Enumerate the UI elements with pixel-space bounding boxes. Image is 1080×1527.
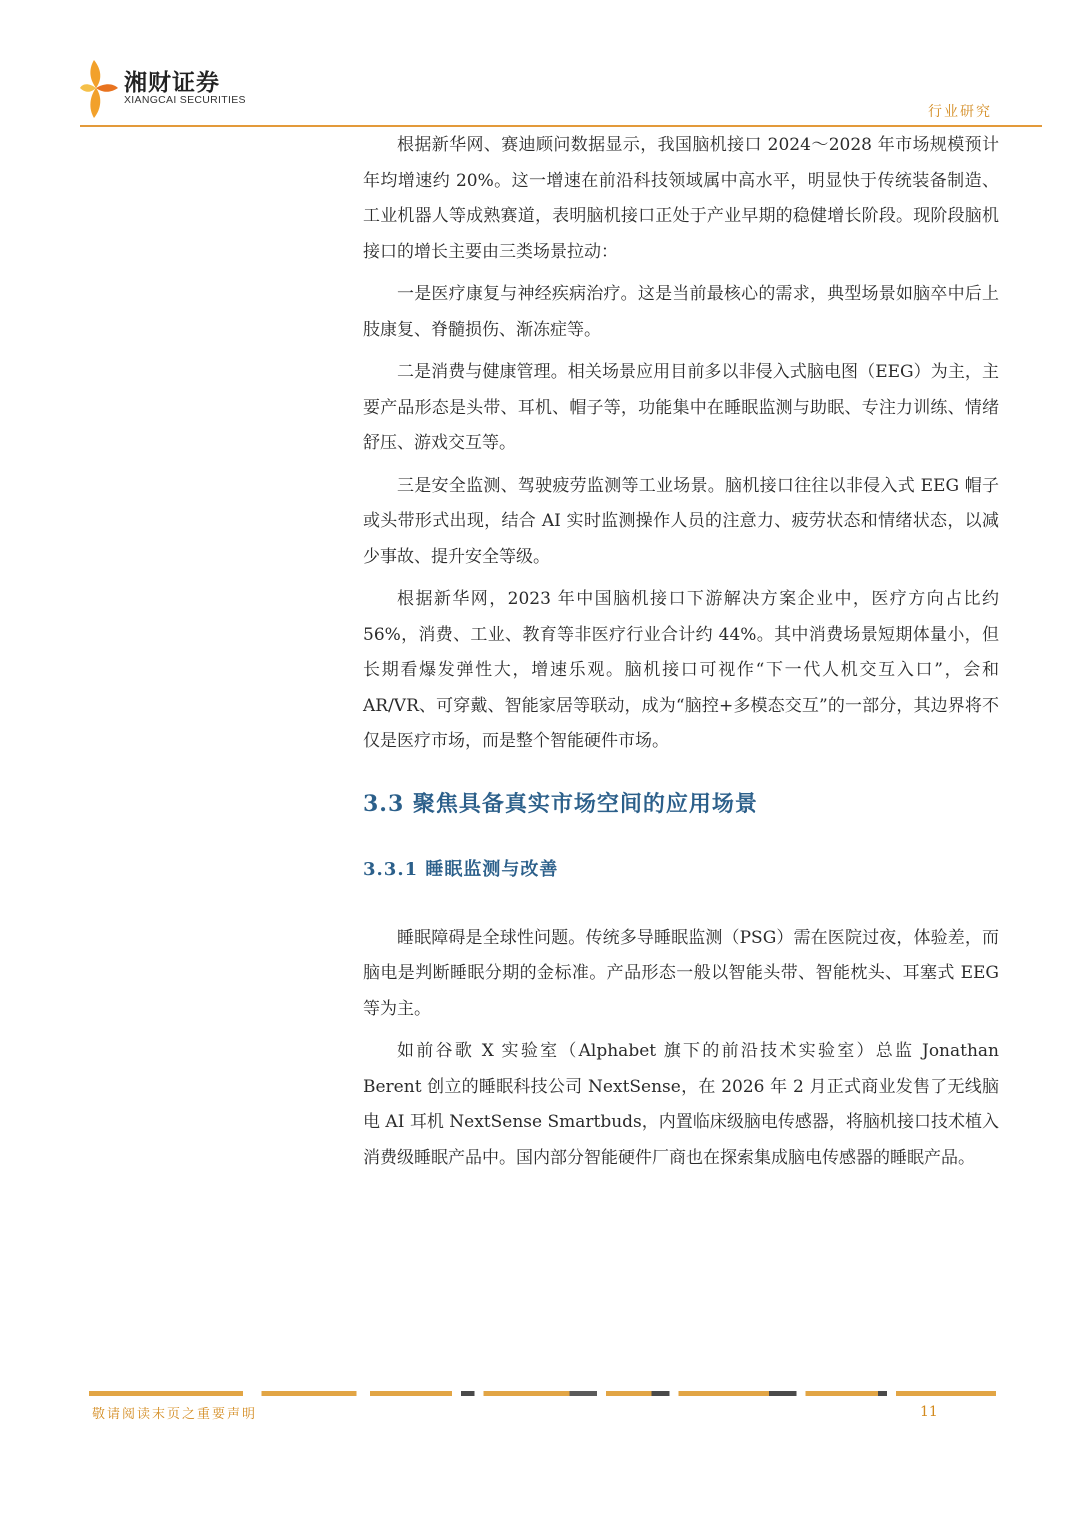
document-type-label: 行业研究 [928, 104, 992, 120]
body-paragraph: 如前谷歌 X 实验室（Alphabet 旗下的前沿技术实验室）总监 Jonathan Berent 创立的睡眠科技公司 NextSense，在 2026 年 2 月正式商业发售了无线脑电 AI 耳机 NextSense Smartbuds，内置临床级脑电传感器，将脑机接口技术植入消费级睡眠产品中。国内部分智能硬件厂商也在探索集成脑电传感器的睡眠产品。 [363, 1041, 999, 1168]
logo-text-cn: 湘财证券 [124, 70, 220, 96]
body-paragraph: 三是安全监测、驾驶疲劳监测等工业场景。脑机接口往往以非侵入式 EEG 帽子或头带形式出现，结合 AI 实时监测操作人员的注意力、疲劳状态和情绪状态，以减少事故、提升安全等级。 [363, 475, 999, 567]
section-heading: 3.3 聚焦具备真实市场空间的应用场景 [363, 790, 758, 817]
logo-text-en: XIANGCAI SECURITIES [124, 94, 246, 106]
body-paragraph: 睡眠障碍是全球性问题。传统多导睡眠监测（PSG）需在医院过夜，体验差，而脑电是判断睡眠分期的金标准。产品形态一般以智能头带、智能枕头、耳塞式 EEG 等为主。 [363, 927, 999, 1019]
body-paragraph: 一是医疗康复与神经疾病治疗。这是当前最核心的需求，典型场景如脑卒中后上肢康复、脊髓损伤、渐冻症等。 [363, 284, 999, 340]
logo-mark-icon [80, 58, 120, 120]
body-paragraph: 根据新华网、赛迪顾问数据显示，我国脑机接口 2024～2028 年市场规模预计年均增速约 20%。这一增速在前沿科技领域属中高水平，明显快于传统装备制造、工业机器人等成熟赛道，表明脑机接口正处于产业早期的稳健增长阶段。现阶段脑机接口的增长主要由三类场景拉动： [363, 135, 999, 262]
body-paragraph: 二是消费与健康管理。相关场景应用目前多以非侵入式脑电图（EEG）为主，主要产品形态是头带、耳机、帽子等，功能集中在睡眠监测与助眠、专注力训练、情绪舒压、游戏交互等。 [363, 362, 999, 453]
body-paragraph: 根据新华网，2023 年中国脑机接口下游解决方案企业中，医疗方向占比约 56%，消费、工业、教育等非医疗行业合计约 44%。其中消费场景短期体量小，但长期看爆发弹性大，增速乐观。脑机接口可视作“下一代人机交互入口”，会和 AR/VR、可穿戴、智能家居等联动，成为“脑控+多模态交互”的一部分，其边界将不仅是医疗市场，而是整个智能硬件市场。 [363, 589, 999, 751]
header-divider [80, 125, 1042, 127]
company-logo [80, 58, 246, 120]
footer-divider [89, 1391, 996, 1396]
main-content [363, 128, 999, 1183]
footer-disclaimer-note: 敬请阅读末页之重要声明 [92, 1407, 258, 1422]
page-number: 11 [920, 1404, 938, 1420]
subsection-heading: 3.3.1 睡眠监测与改善 [363, 858, 559, 880]
